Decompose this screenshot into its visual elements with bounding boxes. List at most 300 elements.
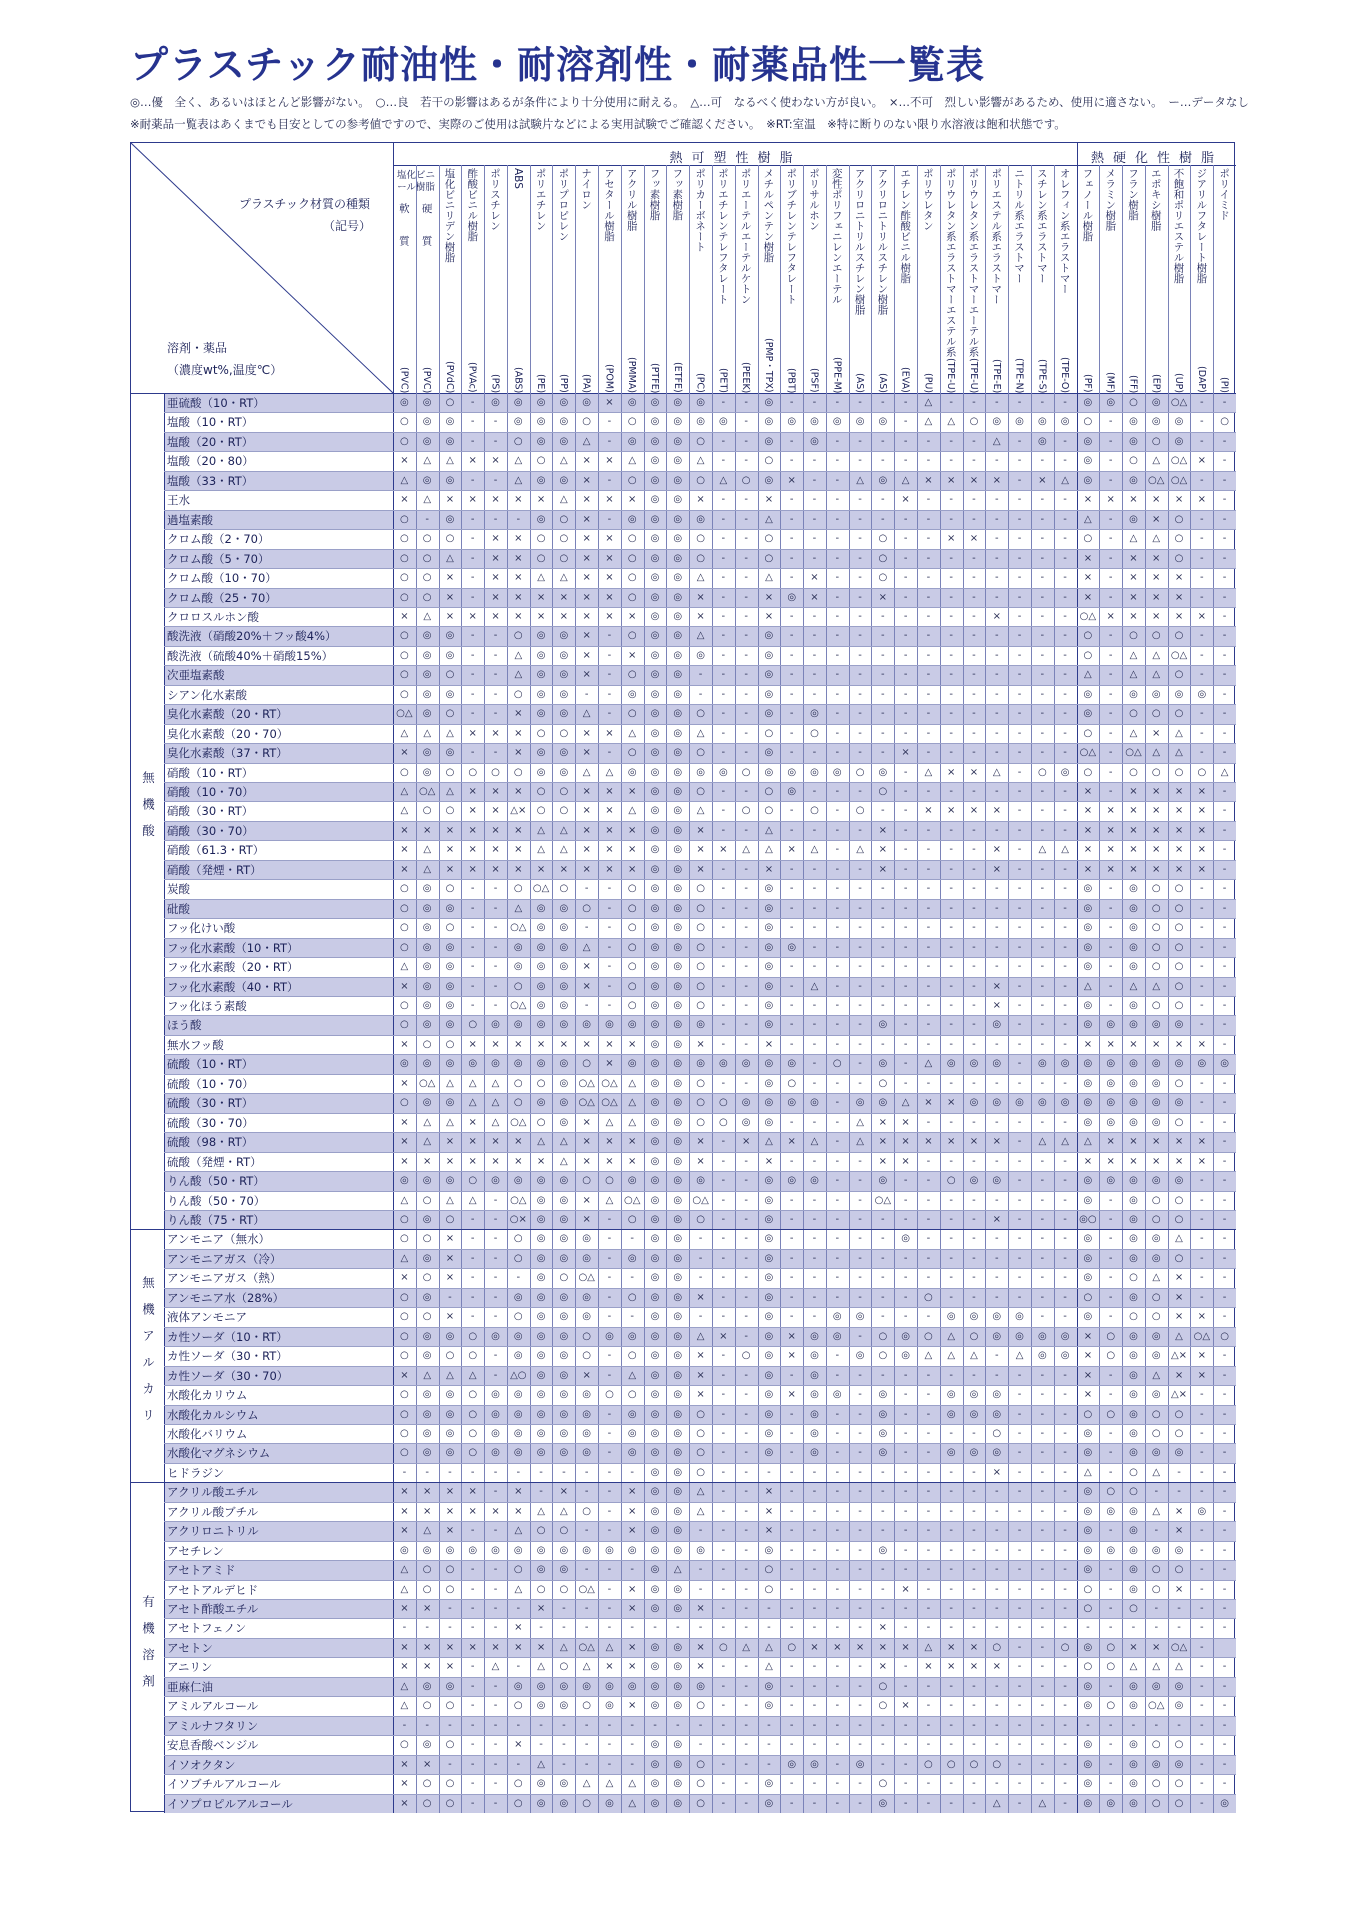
table-cell: ◎ [764,961,774,973]
table-cell: ○ [787,1641,797,1653]
table-cell: - [493,1369,498,1381]
table-cell: ◎ [1106,1175,1116,1187]
row-label: りん酸（50・70） [167,1193,266,1208]
table-cell: - [926,844,931,856]
table-cell: ◎ [673,494,683,506]
table-cell: - [1222,572,1227,584]
row-label: フッ化水素酸（10・RT） [167,940,299,955]
table-cell: ◎ [627,766,637,778]
table-cell: - [835,649,840,661]
table-cell: - [470,1466,475,1478]
table-cell: - [744,669,748,681]
column-header-name: エチレン酢酸ビニル樹脂 [899,168,912,284]
table-cell: × [400,747,409,759]
table-cell: - [1063,805,1067,817]
table-cell: - [767,1622,771,1634]
table-cell: × [1083,1038,1093,1050]
table-cell: ○△ [396,708,413,720]
table-cell: × [605,533,614,545]
table-cell: - [607,1758,612,1770]
table-cell: ◎ [878,1447,888,1459]
table-cell: - [698,669,703,681]
table-cell: ◎ [1174,1175,1184,1187]
table-cell: - [881,883,885,895]
table-cell: ◎ [1106,397,1116,408]
table-cell: - [812,1797,817,1809]
table-cell: - [812,1525,817,1537]
table-cell: - [903,513,908,525]
table-cell: - [972,1291,976,1303]
table-cell: ◎ [1083,688,1093,700]
table-cell: ◎ [992,1097,1002,1109]
table-cell: - [721,1213,726,1225]
table-cell: ◎ [673,805,683,817]
table-cell: ◎ [582,1311,592,1323]
table-cell: ◎ [650,416,660,428]
table-cell: △ [696,1505,705,1517]
table-cell: × [764,591,774,603]
row-label: アンモニア（無水） [167,1232,271,1247]
table-cell: ◎ [878,1058,888,1070]
table-cell: - [1017,397,1022,408]
table-cell: - [607,708,612,720]
table-cell: - [1222,1116,1227,1128]
table-cell: ○ [582,1797,592,1809]
table-cell: - [949,669,953,681]
table-cell: × [582,494,591,506]
table-cell: - [994,572,999,584]
table-cell: - [949,922,953,934]
table-cell: × [924,805,933,817]
table-cell: △ [696,805,705,817]
table-cell: ○ [1174,1778,1184,1790]
table-cell: - [562,1739,566,1751]
table-cell: × [787,1389,796,1401]
table-cell: ◎ [1129,1291,1138,1303]
thermoset-header: 熱硬化性樹脂 [1090,151,1223,166]
table-cell: × [422,1641,432,1653]
table-cell: - [1108,883,1113,895]
table-cell: ◎ [536,1233,546,1245]
table-cell: - [1108,591,1113,603]
table-cell: △ [468,1077,477,1089]
table-cell: - [1040,591,1045,603]
table-cell: - [744,591,748,603]
table-cell: - [744,1778,748,1790]
table-cell: × [1106,610,1115,622]
row-label: 硝酸（発煙・RT） [167,862,262,877]
table-cell: ◎ [1129,1700,1138,1712]
table-cell: ◎ [1129,1097,1138,1109]
table-cell: - [812,1622,817,1634]
table-cell: - [744,1233,748,1245]
table-cell: × [1197,805,1206,817]
table-cell: ○ [627,416,637,428]
table-cell: ◎ [1083,1739,1093,1751]
table-cell: - [607,1427,612,1439]
table-cell: - [789,902,794,914]
table-cell: - [1177,1622,1181,1634]
table-cell: - [972,1719,976,1731]
table-cell: ○ [696,708,705,720]
table-cell: - [1017,1700,1022,1712]
table-cell: ◎ [878,766,888,778]
table-cell: ◎ [673,922,683,934]
table-cell: ◎ [1060,1350,1070,1362]
table-cell: - [903,824,908,836]
table-cell: × [422,824,432,836]
table-cell: △ [696,455,705,467]
table-cell: △ [1038,1797,1047,1809]
table-cell: ○ [1151,1427,1161,1439]
table-cell: △ [446,727,454,739]
table-cell: - [1200,1097,1204,1109]
table-cell: △ [491,1097,500,1109]
table-cell: - [1040,610,1045,622]
table-cell: × [491,805,500,817]
table-cell: - [903,1758,908,1770]
table-cell: ○ [627,591,637,603]
table-cell: - [1200,1019,1204,1031]
row-label: アセチレン [167,1543,224,1558]
table-cell: - [1017,1758,1022,1770]
table-cell: ◎ [650,747,660,759]
table-cell: - [744,863,748,875]
table-cell: ○ [559,552,569,564]
table-cell: ◎ [513,1175,523,1187]
column-header-abbr: (ETFE) [671,362,683,393]
table-cell: ◎ [696,397,705,408]
table-cell: - [1200,1116,1204,1128]
table-cell: △ [423,727,432,739]
table-cell: - [1063,1077,1067,1089]
table-cell: ◎ [491,1019,500,1031]
table-cell: ◎ [1015,1311,1024,1323]
table-cell: - [1040,1719,1045,1731]
table-cell: ○△ [418,786,436,798]
table-cell: ◎ [1015,1330,1024,1342]
table-cell: - [767,1758,771,1770]
table-cell: × [605,1155,614,1167]
table-cell: △ [514,1583,523,1595]
table-cell: ◎ [764,1797,774,1809]
table-cell: ○ [513,1097,523,1109]
table-cell: ◎ [422,708,432,720]
table-cell: ◎ [422,669,432,681]
table-cell: ◎ [764,416,774,428]
table-cell: - [1200,669,1204,681]
table-cell: - [1040,494,1045,506]
table-cell: ○ [764,455,774,467]
table-cell: ○ [445,708,455,720]
table-cell: × [1106,805,1115,817]
table-cell: × [468,805,477,817]
table-cell: ◎ [445,941,455,953]
table-cell: ◎ [1151,1019,1161,1031]
table-cell: - [858,1330,862,1342]
table-cell: - [767,1739,771,1751]
table-cell: △ [423,610,432,622]
column-header [922,168,933,393]
table-cell: ◎ [559,1291,569,1303]
table-cell: ◎ [422,1680,432,1692]
table-cell: - [903,533,908,545]
table-cell: × [764,1486,774,1498]
table-cell: × [878,1622,888,1634]
table-cell: ○ [400,649,409,661]
table-cell: - [1200,1233,1204,1245]
column-header-name: アセタール樹脂 [602,168,615,242]
table-cell: × [1197,494,1206,506]
table-cell: - [721,863,726,875]
table-cell: × [1174,786,1184,798]
table-cell: ◎ [650,1389,660,1401]
table-cell: - [1063,1544,1067,1556]
table-cell: × [992,1000,1001,1011]
table-cell: ◎ [1129,688,1138,700]
table-cell: ○ [536,727,546,739]
table-cell: ○ [582,1350,592,1362]
table-cell: × [696,1350,705,1362]
table-cell: - [858,1272,862,1284]
table-cell: - [1017,455,1022,467]
table-cell: ◎ [513,1408,523,1420]
table-cell: ◎ [673,552,683,564]
table-cell: ◎ [422,1427,432,1439]
table-cell: - [1177,1719,1181,1731]
table-cell: ○△ [1148,474,1165,486]
table-cell: - [470,533,475,545]
table-cell: ◎ [650,610,660,622]
table-cell: ○ [696,883,705,895]
table-cell: - [858,1019,862,1031]
table-cell: - [881,727,885,739]
table-cell: ○ [400,1447,409,1459]
table-cell: ◎ [513,397,523,408]
table-cell: - [493,1000,498,1011]
row-label: フッ化ほう素酸 [167,999,247,1013]
table-cell: - [789,922,794,934]
table-cell: - [1200,1544,1204,1556]
table-cell: - [835,1116,840,1128]
table-cell: ◎ [1174,1097,1184,1109]
table-cell: ◎ [445,513,455,525]
table-cell: - [812,1564,817,1576]
table-cell: ◎ [536,630,546,642]
table-cell: - [972,1213,976,1225]
table-cell: - [721,1291,726,1303]
table-cell: × [628,1136,637,1148]
table-cell: - [1063,1389,1067,1401]
table-cell: - [903,727,908,739]
table-cell: × [400,1155,409,1167]
table-cell: - [1063,922,1067,934]
table-cell: - [949,844,953,856]
table-cell: - [698,1622,703,1634]
table-cell: ◎ [650,1564,660,1576]
table-cell: ◎ [605,1019,614,1031]
table-cell: - [470,902,475,914]
table-cell: △ [628,1097,637,1109]
table-cell: - [926,922,931,934]
table-cell: ◎ [650,1350,660,1362]
column-header [1196,168,1207,393]
table-cell: - [903,649,908,661]
table-cell: × [1152,1136,1161,1148]
table-cell: - [789,397,794,408]
table-cell: ○ [855,766,865,778]
table-cell: ◎ [764,1252,774,1264]
table-cell: - [493,1233,498,1245]
table-cell: × [468,1116,477,1128]
table-cell: - [1177,1466,1181,1478]
table-cell: × [1174,572,1184,584]
column-header [626,168,637,393]
table-cell: ◎ [1129,1058,1138,1070]
table-cell: △ [400,474,409,486]
table-cell: × [628,1038,637,1050]
table-cell: ○ [1060,1641,1070,1653]
table-cell: △ [1152,1505,1161,1517]
table-cell: × [605,552,614,564]
table-cell: - [835,397,840,408]
table-cell: ○ [1106,1486,1116,1498]
table-cell: △ [924,766,933,778]
table-cell: ◎ [1129,1175,1138,1187]
table-cell: ○ [1174,1252,1184,1264]
table-cell: ◎ [673,1311,683,1323]
table-cell: ○ [696,1408,705,1420]
table-cell: △ [491,1116,500,1128]
table-cell: ◎ [650,1330,660,1342]
table-cell: × [969,474,979,486]
table-cell: - [698,1739,703,1751]
table-cell: - [721,1505,726,1517]
table-cell: ◎ [627,1544,637,1556]
table-cell: △ [446,1077,454,1089]
table-cell: ◎ [764,1213,774,1225]
column-header-name: 不飽和ポリエステル樹脂 [1172,168,1185,284]
table-cell: ○ [696,786,705,798]
table-cell: ◎ [513,1330,523,1342]
table-cell: - [1063,1486,1067,1498]
table-cell: ◎ [1037,435,1047,447]
table-cell: ○ [627,630,637,642]
table-cell: ◎ [1151,688,1161,700]
table-cell: - [994,1486,999,1498]
table-cell: × [514,708,523,720]
table-cell: × [582,1155,591,1167]
table-cell: - [744,1680,748,1692]
table-cell: - [1040,688,1045,700]
table-cell: ○ [1174,552,1184,564]
table-cell: ○ [536,1116,546,1128]
table-cell: - [835,980,840,992]
table-cell: × [1106,1038,1115,1050]
table-cell: - [949,961,953,973]
table-cell: - [789,1019,794,1031]
table-cell: - [1222,1700,1227,1712]
table-cell: ◎ [969,1447,979,1459]
table-cell: △ [400,1700,409,1712]
table-cell: ◎ [559,980,569,992]
table-cell: ◎ [832,1389,842,1401]
table-cell: - [1040,980,1045,992]
column-header-abbr: (PTFE) [649,362,660,393]
table-cell: - [470,591,475,603]
table-cell: - [1222,513,1227,525]
table-cell: ◎ [673,1700,683,1712]
table-cell: - [1131,1622,1136,1634]
table-cell: ◎ [673,397,683,408]
row-label: 無水フッ酸 [167,1037,224,1052]
table-cell: - [858,786,862,798]
table-cell: × [491,494,500,506]
column-header [900,168,911,393]
table-cell: ◎ [1083,397,1093,408]
table-cell: - [1200,533,1204,545]
table-cell: - [972,455,976,467]
table-cell: - [789,824,794,836]
table-cell: ○△ [532,883,550,895]
table-cell: ○ [627,1291,637,1303]
table-cell: × [582,747,591,759]
table-cell: × [491,863,500,875]
table-cell: ◎ [445,747,455,759]
table-cell: - [744,1797,748,1809]
table-cell: △ [810,844,819,856]
table-cell: - [1017,1622,1022,1634]
table-cell: - [972,824,976,836]
table-cell: × [1174,1136,1184,1148]
table-cell: - [926,1311,931,1323]
table-cell: - [1222,1350,1227,1362]
table-cell: ○ [627,980,637,992]
table-cell: ◎ [536,1700,546,1712]
table-cell: - [1017,1583,1022,1595]
table-cell: - [1108,669,1113,681]
table-cell: - [1063,1291,1067,1303]
table-cell: - [721,688,726,700]
table-cell: - [470,1719,475,1731]
table-cell: - [1200,1194,1204,1206]
table-cell: × [946,474,956,486]
table-cell: △ [1152,669,1161,681]
table-cell: - [903,844,908,856]
table-cell: - [1222,1408,1227,1420]
table-cell: ◎ [650,494,660,506]
row-label: 液体アンモニア [167,1310,248,1325]
table-cell: ◎ [650,474,660,486]
table-cell: - [812,1291,817,1303]
table-cell: - [1222,1233,1227,1245]
table-cell: ◎ [673,961,683,973]
table-cell: ○ [400,1389,409,1401]
table-cell: × [992,1466,1001,1478]
table-cell: × [1197,1350,1206,1362]
column-header-abbr: (MF) [1104,371,1116,393]
table-cell: - [881,1213,885,1225]
table-cell: - [972,708,976,720]
table-cell: ◎ [992,1058,1002,1070]
table-cell: ◎ [422,980,432,992]
table-cell: - [448,1603,452,1615]
table-cell: × [605,1136,614,1148]
table-cell: - [972,1038,976,1050]
table-cell: - [1017,766,1022,778]
table-cell: ◎ [650,941,660,953]
table-cell: - [926,824,931,836]
